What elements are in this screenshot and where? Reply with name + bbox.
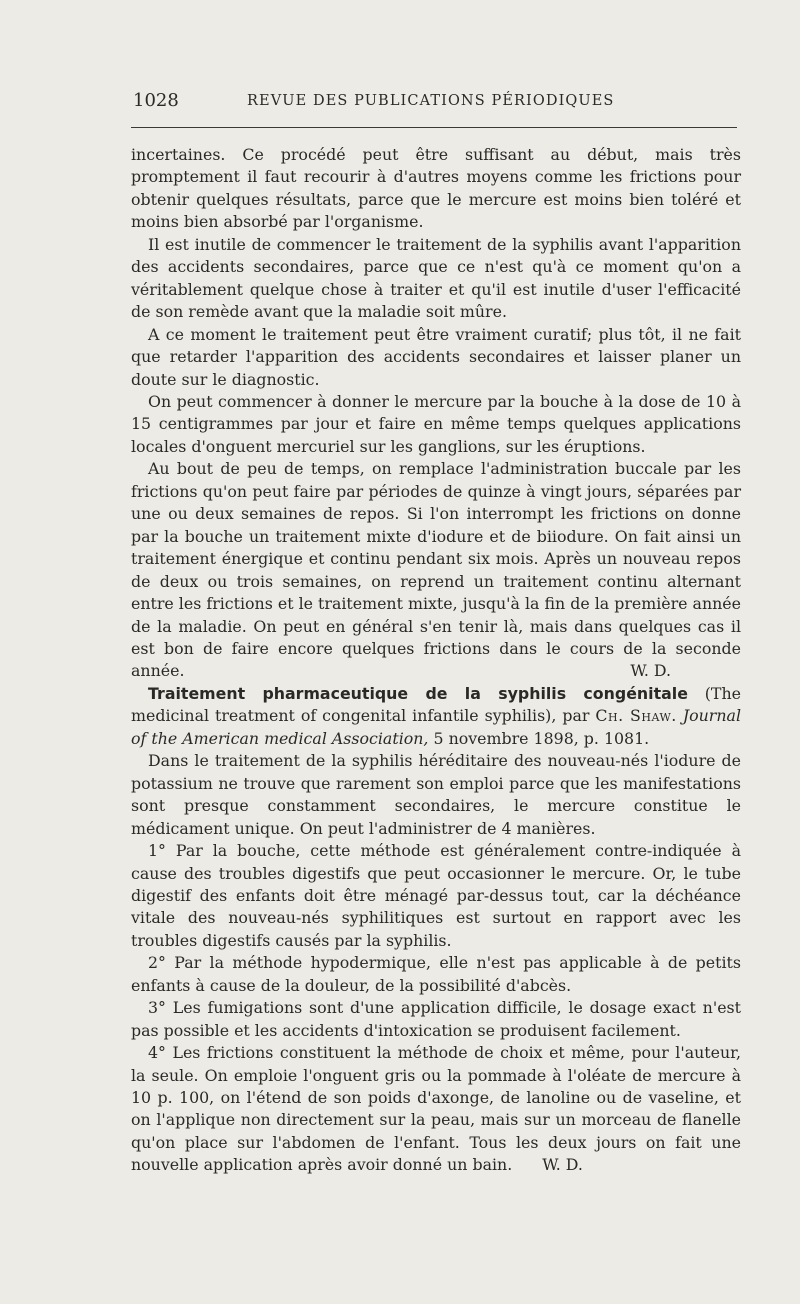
paragraph: incertaines. Ce procédé peut être suffisant au début, mais très promptement il faut recourir à d'autres moyens comme les frictions pour obtenir quelques résultats, parce que le mercure est moins bien toléré et moins bien absorbé par l'organisme. (131, 145, 741, 232)
header-rule (131, 127, 737, 128)
paragraph-text: 4° Les frictions constituent la méthode de choix et même, pour l'auteur, la seule. On emploie l'onguent gris ou la pommade à l'oléate de mercure à 10 p. 100, on l'étend de son poids d'axonge, de lanoline ou de vaseline, et on l'applique non directement sur la peau, mais sur un morceau de flanelle qu'on place sur l'abdomen de l'enfant. Tous les deux jours on fait une nouvelle application après avoir donné un bain. (131, 1043, 741, 1175)
paragraph-with-signature (131, 458, 741, 683)
paragraph: 2° Par la méthode hypodermique, elle n'est pas applicable à de petits enfants à cause de la douleur, de la possibilité d'abcès. (131, 953, 741, 995)
article-author: Ch. Shaw. (595, 706, 677, 726)
body-text (131, 144, 741, 1177)
journal-name: Journal of the American medical Association, (131, 706, 741, 748)
article-title: Traitement pharmaceutique de la syphilis congénitale (148, 683, 688, 703)
page-number: 1028 (133, 90, 179, 111)
paragraph: 3° Les fumigations sont d'une application difficile, le dosage exact n'est pas possible et les accidents d'intoxication se produisent facilement. (131, 998, 741, 1040)
signature: W. D. (542, 1155, 583, 1175)
page-header (133, 90, 741, 114)
paragraph: A ce moment le traitement peut être vraiment curatif; plus tôt, il ne fait que retarder l'apparition des accidents secondaires et laisser planer un doute sur le diagnostic. (131, 324, 741, 389)
paragraph-text: Au bout de peu de temps, on remplace l'administration buccale par les frictions qu'on peut faire par périodes de quinze à vingt jours, séparées par une ou deux semaines de repos. Si l'on interrompt les frictions on donne par la bouche un traitement mixte d'iodure et de biiodure. On fait ainsi un traitement énergique et continu pendant six mois. Après un nouveau repos de deux ou trois semaines, on reprend un traitement continu alternant entre les frictions et le traitement mixte, jusqu'à la fin de la première année de la maladie. On peut en général s'en tenir là, mais dans quelques cas il est bon de faire encore quelques frictions dans le cours de la seconde année. (131, 459, 741, 681)
running-title: REVUE DES PUBLICATIONS PÉRIODIQUES (247, 93, 615, 109)
paragraph-with-signature (131, 1042, 741, 1177)
signature: W. D. (630, 661, 671, 681)
citation-date: 5 novembre 1898, p. 1081. (433, 728, 650, 748)
paragraph: On peut commencer à donner le mercure par la bouche à la dose de 10 à 15 centigrammes par jour et faire en même temps quelques applications locales d'onguent mercuriel sur les ganglions, sur les éruptions. (131, 391, 741, 456)
paragraph: Il est inutile de commencer le traitement de la syphilis avant l'apparition des accidents secondaires, parce que ce n'est qu'à ce moment qu'on a véritablement quelque chose à traiter et qu'il est inutile d'user l'efficacité de son remède avant que la maladie soit mûre. (131, 234, 741, 322)
article-citation (131, 683, 741, 750)
article-translation: (The medicinal treatment of congenital infantile syphilis), par (131, 683, 741, 726)
paragraph: 1° Par la bouche, cette méthode est généralement contre-indiquée à cause des troubles digestifs que peut occasionner le mercure. Or, le tube digestif des enfants doit être ménagé par-dessus tout, car la déchéance vitale des nouveau-nés syphilitiques est surtout en rapport avec les troubles digestifs causés par la syphilis. (131, 841, 741, 950)
paragraph: Dans le traitement de la syphilis héréditaire des nouveau-nés l'iodure de potassium ne trouve que rarement son emploi parce que les manifestations sont presque constamment secondaires, le mercure constitue le médicament unique. On peut l'administrer de 4 manières. (131, 751, 741, 838)
